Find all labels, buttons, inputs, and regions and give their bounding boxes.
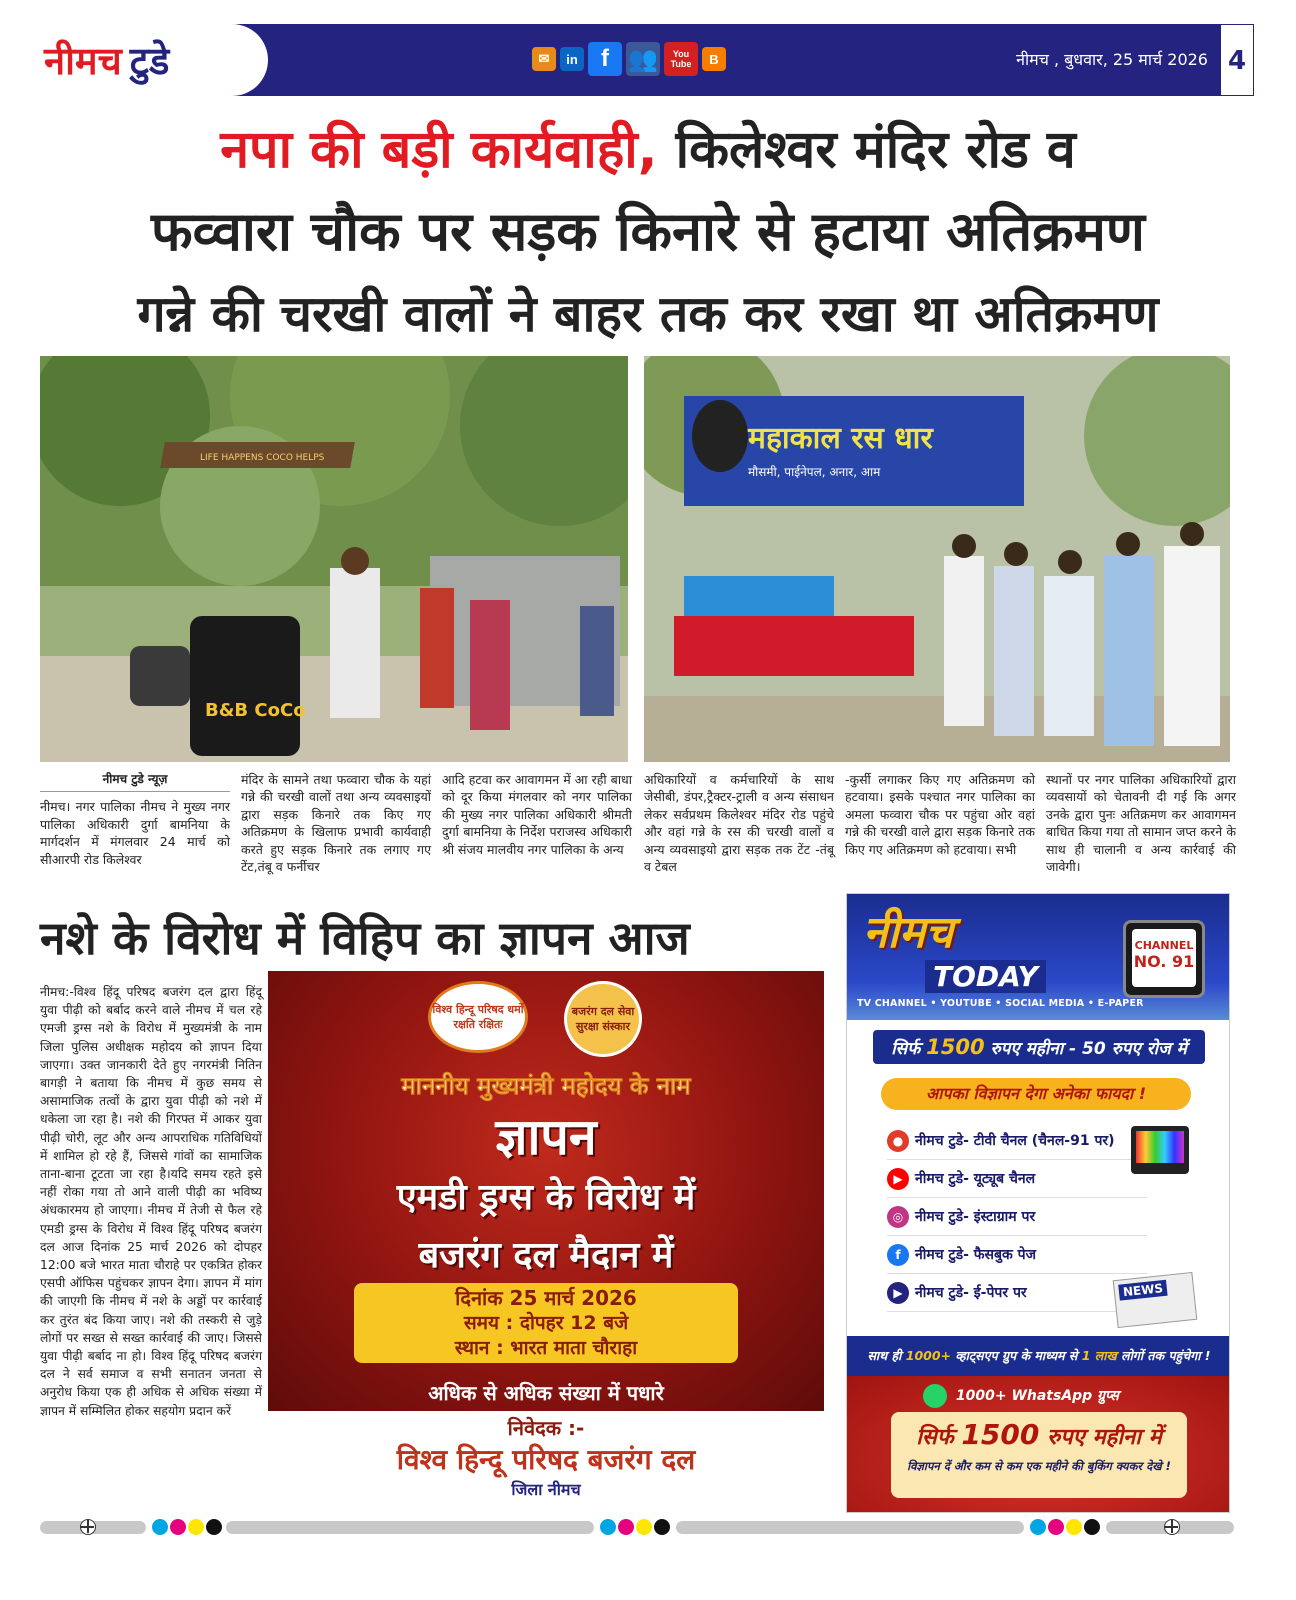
registration-bar bbox=[226, 1521, 594, 1534]
ad-channel-list bbox=[887, 1122, 1147, 1312]
subheadline: गन्ने की चरखी वालों ने बाहर तक कर रखा था अतिक्रमण bbox=[137, 285, 1159, 343]
channel-label: CHANNEL bbox=[1134, 939, 1194, 952]
youtube-icon[interactable]: You Tube bbox=[664, 42, 698, 76]
list-item-label: नीमच टुडे- फैसबुक पेज bbox=[915, 1247, 1036, 1263]
ad-logo-main: नीमच bbox=[863, 907, 954, 958]
whatsapp-text: 1000+ WhatsApp ग्रुप्स bbox=[955, 1388, 1119, 1404]
newspaper-icon bbox=[1113, 1272, 1198, 1328]
cyan-dot bbox=[600, 1519, 616, 1535]
epaper-icon: ▶ bbox=[887, 1282, 909, 1304]
news-credit: नीमच टुडे न्यूज़ bbox=[40, 771, 230, 792]
story-column-4: अधिकारियों व कर्मचारियों के साथ जेसीबी, डंपर,ट्रैक्टर-ट्राली व अन्य संसाधन लेकर सर्वप्रथम किलेश्वर मंदिर रोड पहुंचे और वहां गन्ने के रस की चरखी वालों व अन्य व्यवसाइयो द्वारा सड़क तक टेंट -तंबू व टेबल bbox=[644, 772, 834, 875]
photo-coconut-cart[interactable] bbox=[40, 356, 628, 762]
poster-time: समय : दोपहर 12 बजे bbox=[463, 1312, 629, 1334]
black-dot bbox=[206, 1519, 222, 1535]
ad-logo-today: TODAY bbox=[925, 960, 1046, 993]
channel-screen bbox=[1132, 929, 1196, 987]
whatsapp-line bbox=[923, 1384, 1119, 1408]
second-story-body: नीमच:-विश्व हिंदू परिषद बजरंग दल द्वारा हिंदू युवा पीढ़ी को बर्बाद करने वाले नीमच में चल रहे एमजी ड्रग्स नशे के विरोध में मुख्यमंत्री के नाम जिला पुलिस अधीक्षक महोदय को ज्ञापन दिया जाएगा। उक्त जानकारी देते हुए नगरमंत्री नितिन बागड़ी ने बताया कि नीमच में कुछ समय से असामाजिक तत्वों के द्वारा युवा पीढ़ी को नशे में धकेला जा रहा है। नशे की गिरफ्त में आकर युवा पीढ़ी चोरी, लूट और अन्य आपराधिक गतिविधियों में शामिल हो रहे हैं, जिससे गांवों का सामाजिक ताना-बाना टूटता जा रहा है।यदि समय रहते इसे नहीं रोका गया तो आने वाली पीढ़ी का भविष्य अंधकारमय हो जाएगा। नीमच में तेजी से फैल रहे एमडी ड्रग्स के विरोध में विश्व हिंदू परिषद बजरंग दल आज दिनांक 25 मार्च 2026 को दोपहर 12:00 बजे भारत माता चौराहे पर एकत्रित होकर एसपी ऑफिस पहुंचकर ज्ञापन देगा। ज्ञापन में मांग की जाएगी कि नीमच में नशे के अड्डों पर कार्रवाई कर तुरंत बंद किया जाए। नशे की तस्करी से जुड़े लोगों पर सख्त से सख्त कार्रवाई की जाए। जिससे युवा पीढ़ी बर्बाद ना हो। विश्व हिंदू परिषद बजरंग दल ने सर्व समाज व सभी सनातन जनता से अनुरोध किया एक ही अधिक से अधिक संख्या में ज्ञापन में सम्मिलित होकर सहयोग प्रदान करें bbox=[40, 985, 262, 1418]
yellow-dot bbox=[636, 1519, 652, 1535]
ad-offer-banner[interactable] bbox=[891, 1412, 1187, 1498]
news-badge: NEWS bbox=[1118, 1280, 1168, 1301]
main-story-body bbox=[40, 771, 1234, 889]
price-pre: सिर्फ bbox=[891, 1039, 921, 1059]
headline-rest: किलेश्वर मंदिर रोड व bbox=[675, 120, 1076, 180]
ad-header bbox=[847, 894, 1230, 1020]
price-amount: 1500 bbox=[926, 1035, 985, 1059]
neemuch-today-ad[interactable] bbox=[846, 893, 1230, 1513]
story-column-6: स्थानों पर नगर पालिका अधिकारियों द्वारा व्यवसायों को चेतावनी दी गई कि अगर उनके द्वारा पुनः अतिक्रमण कर आवागमन बाधित किया गया तो सामान जप्त करने के साथ ही चालानी व अन्य कार्रवाई की जावेगी। bbox=[1046, 772, 1236, 875]
black-dot bbox=[1084, 1519, 1100, 1535]
ad-tagline: TV CHANNEL • YOUTUBE • SOCIAL MEDIA • E-PAPER bbox=[857, 998, 1144, 1009]
list-item[interactable] bbox=[887, 1236, 1147, 1274]
social-icons bbox=[532, 42, 726, 76]
headline-line-1 bbox=[30, 110, 1266, 190]
offer-note: विज्ञापन दें और कम से कम एक महीने की बुकिंग क्यकर देखे ! bbox=[907, 1459, 1171, 1473]
list-item-label: नीमच टुडे- ई-पेपर पर bbox=[915, 1285, 1027, 1301]
vhp-emblem: विश्व हिन्दू परिषद धर्मो रक्षति रक्षितः bbox=[428, 981, 528, 1053]
list-item-label: नीमच टुडे- इंस्टाग्राम पर bbox=[915, 1209, 1036, 1225]
poster-footer-label: निवेदक :- bbox=[507, 1416, 585, 1440]
poster-addressee: माननीय मुख्यमंत्री महोदय के नाम bbox=[401, 1072, 691, 1100]
logo-word-red: नीमच bbox=[44, 39, 122, 83]
page-number: 4 bbox=[1220, 24, 1254, 96]
offer-pre: सिर्फ bbox=[916, 1425, 954, 1450]
reach-pre: साथ ही bbox=[867, 1348, 902, 1363]
magenta-dot bbox=[170, 1519, 186, 1535]
vhp-poster[interactable] bbox=[268, 971, 824, 1411]
channel-number: NO. 91 bbox=[1133, 952, 1195, 971]
yellow-dot bbox=[188, 1519, 204, 1535]
whatsapp-icon bbox=[923, 1384, 947, 1408]
offer-amount: 1500 bbox=[961, 1418, 1040, 1451]
story-column-2: मंदिर के सामने तथा फव्वारा चौक के यहां गन्ने की चरखी वालों तथा अन्य व्यवसाइयों द्वारा सड़क किनारे तक किए गए अतिक्रमण के खिलाफ प्रभावी कार्यवाही करते हुए सड़क किनारे तक लगाए गए टेंट,तंबू व फर्नीचर bbox=[241, 772, 431, 875]
list-item[interactable] bbox=[887, 1122, 1147, 1160]
magenta-dot bbox=[618, 1519, 634, 1535]
color-tv-icon bbox=[1131, 1126, 1189, 1174]
story-column-text: नीमच। नगर पालिका नीमच ने मुख्य नगर पालिका अधिकारी दुर्गा बामनिया के मार्गदर्शन में मंगलवार 24 मार्च को सीआरपी रोड किलेश्वर bbox=[40, 799, 230, 867]
cyan-dot bbox=[152, 1519, 168, 1535]
poster-slogan: बजरंग दल मैदान में bbox=[418, 1235, 674, 1276]
crosshair-icon bbox=[1164, 1519, 1180, 1535]
poster-title: ज्ञापन bbox=[495, 1108, 597, 1166]
poster-place: स्थान : भारत माता चौराहा bbox=[454, 1337, 638, 1359]
poster-event-box bbox=[354, 1283, 738, 1363]
black-dot bbox=[654, 1519, 670, 1535]
story-column-5: -कुर्सी लगाकर किए गए अतिक्रमण को हटवाया। इसके पश्चात नगर पालिका का अमला फव्वारा चौक पर पहुंचा ओर वहां गन्ने की चरखी वाले द्वारा सड़क किनारे तक किए गए अतिक्रमण को हटवाया। सभी bbox=[845, 772, 1035, 857]
list-item[interactable] bbox=[887, 1198, 1147, 1236]
masthead bbox=[40, 24, 1254, 96]
yellow-dot bbox=[1066, 1519, 1082, 1535]
list-item-label: नीमच टुडे- टीवी चैनल (चैनल-91 पर) bbox=[915, 1133, 1115, 1149]
facebook-icon: f bbox=[887, 1244, 909, 1266]
cyan-dot bbox=[1030, 1519, 1046, 1535]
poster-appeal: अधिक से अधिक संख्या में पधारे bbox=[428, 1381, 664, 1405]
reach-people: 1 लाख bbox=[1081, 1348, 1117, 1363]
logo-word-blue: टुडे bbox=[129, 39, 170, 83]
stall-sign-subtext: मौसमी, पाईनेपल, अनार, आम bbox=[748, 465, 881, 479]
crosshair-icon bbox=[80, 1519, 96, 1535]
tv-icon: ● bbox=[887, 1130, 909, 1152]
stall-sign-text: महाकाल रस धार bbox=[748, 421, 933, 456]
magenta-dot bbox=[1048, 1519, 1064, 1535]
blogger-icon[interactable]: B bbox=[702, 47, 726, 71]
reach-groups: 1000+ bbox=[905, 1348, 952, 1363]
youtube-icon: ▶ bbox=[887, 1168, 909, 1190]
tv-icon bbox=[1123, 920, 1205, 998]
cart-brand-text: B&B CoCo bbox=[205, 700, 306, 721]
photo-juice-stall[interactable] bbox=[644, 356, 1230, 762]
story-column-1 bbox=[40, 771, 230, 868]
price-post: रुपए महीना - 50 रुपए रोज में bbox=[990, 1039, 1187, 1059]
poster-subject: एमडी ड्रग्स के विरोध में bbox=[396, 1177, 696, 1218]
share-icon[interactable]: ✉ bbox=[532, 47, 556, 71]
reach-mid: व्हाट्सएप ग्रुप के माध्यम से bbox=[955, 1348, 1078, 1363]
poster-footer-org: विश्व हिन्दू परिषद बजरंग दल bbox=[396, 1443, 696, 1476]
offer-price bbox=[891, 1418, 1187, 1451]
ad-offer-section bbox=[847, 1376, 1230, 1513]
registration-bar bbox=[676, 1521, 1024, 1534]
print-registration-strip bbox=[40, 1519, 1234, 1535]
list-item-label: नीमच टुडे- यूट्यूब चैनल bbox=[915, 1171, 1036, 1187]
ad-benefit: आपका विज्ञापन देगा अनेका फायदा ! bbox=[881, 1078, 1191, 1110]
group-icon[interactable]: 👥 bbox=[626, 42, 660, 76]
list-item[interactable] bbox=[887, 1274, 1147, 1312]
bajrang-dal-emblem: बजरंग दल सेवा सुरक्षा संस्कार bbox=[564, 981, 642, 1057]
ad-reach bbox=[847, 1336, 1230, 1376]
headline-red-part: नपा की बड़ी कार्यवाही, bbox=[220, 120, 658, 180]
main-headline bbox=[30, 110, 1266, 354]
linkedin-icon[interactable]: in bbox=[560, 47, 584, 71]
headline-line-2: फव्वारा चौक पर सड़क किनारे से हटाया अतिक्रमण bbox=[151, 200, 1145, 263]
cart-sign-text: LIFE HAPPENS COCO HELPS bbox=[200, 453, 325, 463]
poster-date: दिनांक 25 मार्च 2026 bbox=[455, 1286, 637, 1310]
list-item[interactable] bbox=[887, 1160, 1147, 1198]
facebook-icon[interactable]: f bbox=[588, 42, 622, 76]
newspaper-logo[interactable] bbox=[40, 24, 268, 96]
ad-price-banner bbox=[873, 1030, 1205, 1064]
reach-post: लोगों तक पहुंचेगा ! bbox=[1121, 1348, 1211, 1363]
dateline: नीमच , बुधवार, 25 मार्च 2026 bbox=[1016, 50, 1208, 69]
poster-footer-district: जिला नीमच bbox=[511, 1480, 581, 1499]
second-headline: नशे के विरोध में विहिप का ज्ञापन आज bbox=[40, 911, 690, 965]
poster-footer bbox=[268, 1414, 824, 1510]
offer-post: रुपए महीना में bbox=[1047, 1425, 1162, 1450]
story-column-3: आदि हटवा कर आवागमन में आ रही बाधा को दूर किया मंगलवार को नगर पालिका की मुख्य नगर पालिका अधिकारी श्रीमती दुर्गा बामनिया के निर्देश पराजस्व अधिकारी श्री संजय मालवीय नगर पालिका के अन्य bbox=[442, 772, 632, 857]
instagram-icon: ◎ bbox=[887, 1206, 909, 1228]
